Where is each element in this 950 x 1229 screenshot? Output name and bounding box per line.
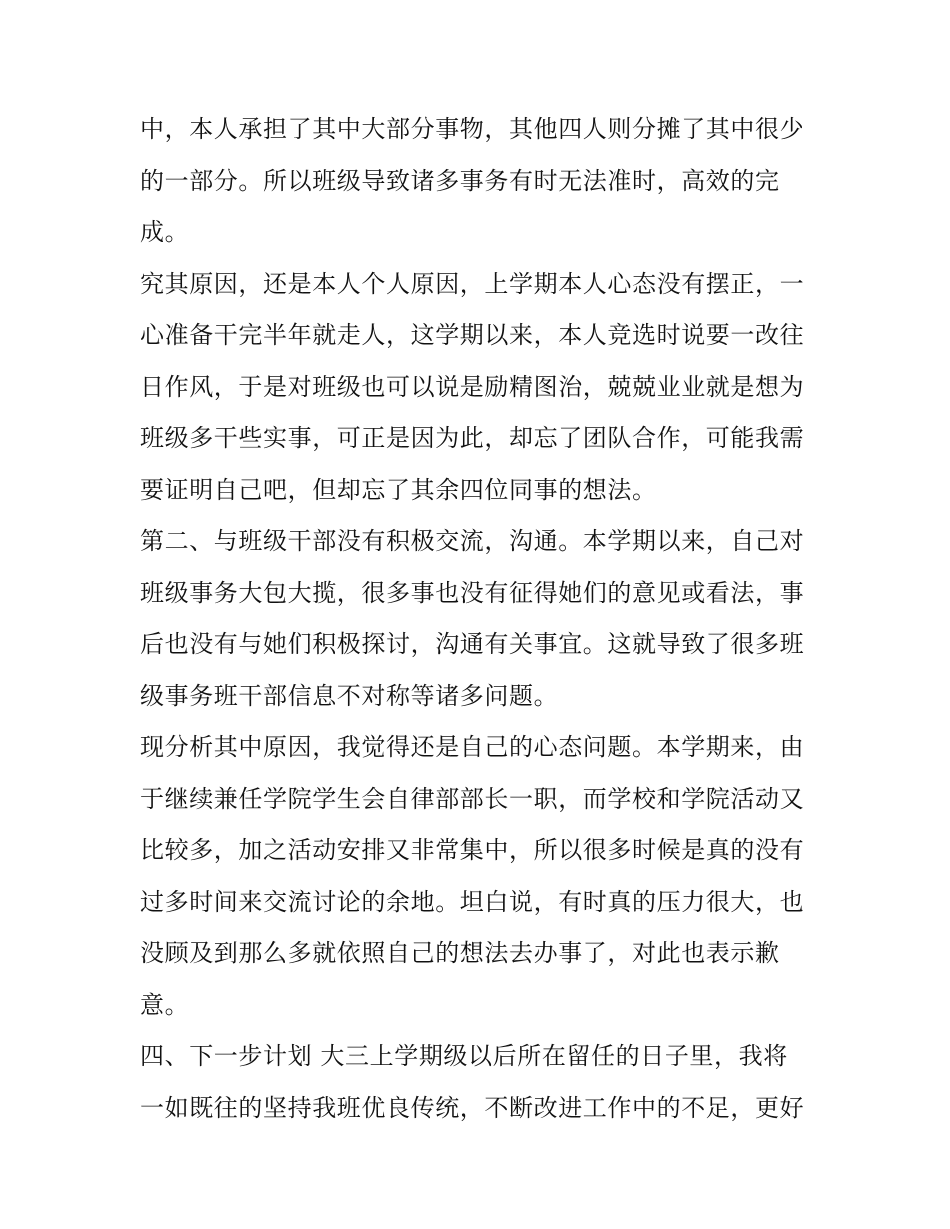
text-line: 一如既往的坚持我班优良传统，不断改进工作中的不足，更好 [140,1093,805,1122]
text-line: 比较多，加之活动安排又非常集中，所以很多时候是真的没有 [140,836,805,864]
text-line: 班级事务大包大揽，很多事也没有征得她们的意见或看法，事 [140,578,805,607]
text-line: 没顾及到那么多就依照自己的想法去办事了，对此也表示歉 [140,939,780,967]
text-line: 中，本人承担了其中大部分事物，其他四人则分摊了其中很少 [140,115,805,143]
text-line: 于继续兼任学院学生会自律部部长一职，而学校和学院活动又 [140,784,805,813]
text-line: 四、下一步计划 大三上学期级以后所在留任的日子里，我将 [140,1042,788,1070]
text-line: 第二、与班级干部没有积极交流，沟通。本学期以来，自己对 [140,527,805,555]
text-line: 究其原因，还是本人个人原因，上学期本人心态没有摆正，一 [140,269,805,298]
text-line: 日作风，于是对班级也可以说是励精图治，兢兢业业就是想为 [140,372,805,401]
document-body [140,104,820,1134]
text-line: 班级多干些实事，可正是因为此，却忘了团队合作，可能我需 [140,424,805,452]
text-line: 现分析其中原因，我觉得还是自己的心态问题。本学期来，由 [140,733,805,761]
text-line: 级事务班干部信息不对称等诸多问题。 [140,681,559,710]
text-line: 的一部分。所以班级导致诸多事务有时无法准时，高效的完 [140,166,780,195]
text-line: 要证明自己吧，但却忘了其余四位同事的想法。 [140,475,657,504]
text-line: 过多时间来交流讨论的余地。坦白说，有时真的压力很大，也 [140,887,805,916]
text-line: 成。 [140,218,190,246]
text-line: 意。 [140,990,190,1019]
text-line: 心准备干完半年就走人，这学期以来，本人竞选时说要一改往 [140,321,805,349]
text-line: 后也没有与她们积极探讨，沟通有关事宜。这就导致了很多班 [140,630,805,658]
